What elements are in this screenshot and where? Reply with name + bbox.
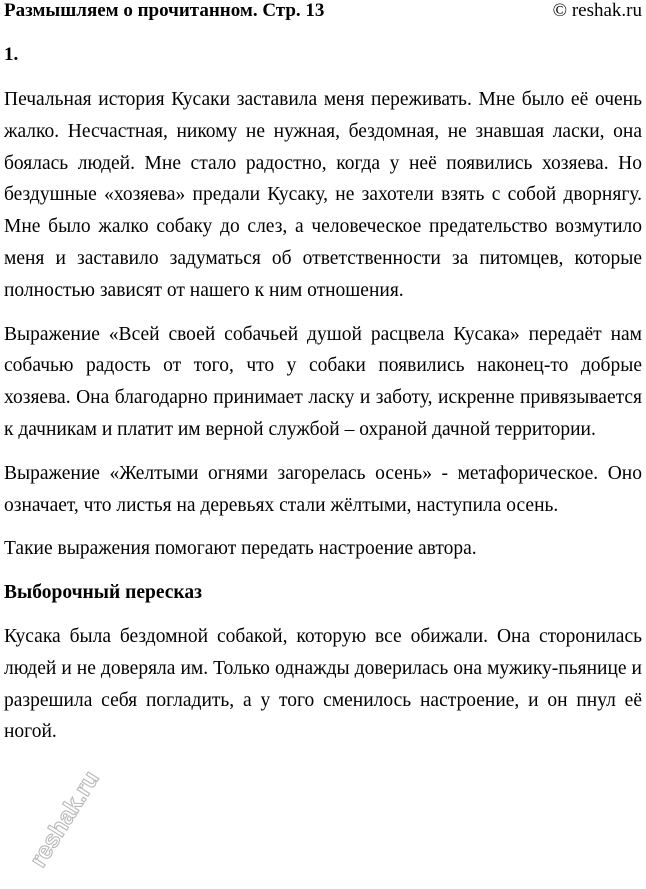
content-body xyxy=(4,84,642,760)
paragraph: Выражение «Желтыми огнями загорелась осень» - метафорическое. Оно означает, что листья на деревьях стали жёлтыми, наступила осень. xyxy=(4,462,642,516)
page-header xyxy=(4,0,642,26)
watermark-logo xyxy=(6,760,126,880)
paragraph: Выражение «Всей своей собачьей душой расцвела Кусака» передаёт нам собачью радость от того, что у собаки появились наконец-то добрые хозяева. Она благодарно принимает ласку и заботу, искренне привязывается к дачникам и платит им верной службой – охраной дачной территории. xyxy=(4,323,642,440)
paragraph: Печальная история Кусаки заставила меня переживать. Мне было её очень жалко. Несчастная, никому не нужная, бездомная, не знавшая ласки, она боялась людей. Мне стало радостно, когда у неё появились хозяева. Но бездушные «хозяева» предали Кусаку, не захотели взять с собой дворнягу. Мне было жалко собаку до слез, а человеческое предательство возмутило меня и заставило задуматься об ответственности за питомцев, которые полностью зависят от нашего к ним отношения. xyxy=(4,89,642,301)
watermark-text: reshak.ru xyxy=(24,766,105,873)
retelling-paragraph: Кусака была бездомной собакой, которую все обижали. Она сторонилась людей и не доверяла им. Только однажды доверилась она мужику-пьянице и разрешила себя погладить, а у того сменилось настроение, и он пнул её ногой. xyxy=(4,625,642,743)
section-heading: Выборочный пересказ xyxy=(4,582,202,604)
task-number: 1. xyxy=(4,44,19,65)
paragraph: Такие выражения помогают передать настроение автора. xyxy=(4,538,477,560)
site-label: © reshak.ru xyxy=(552,0,642,21)
page-title: Размышляем о прочитанном. Стр. 13 xyxy=(4,0,325,21)
